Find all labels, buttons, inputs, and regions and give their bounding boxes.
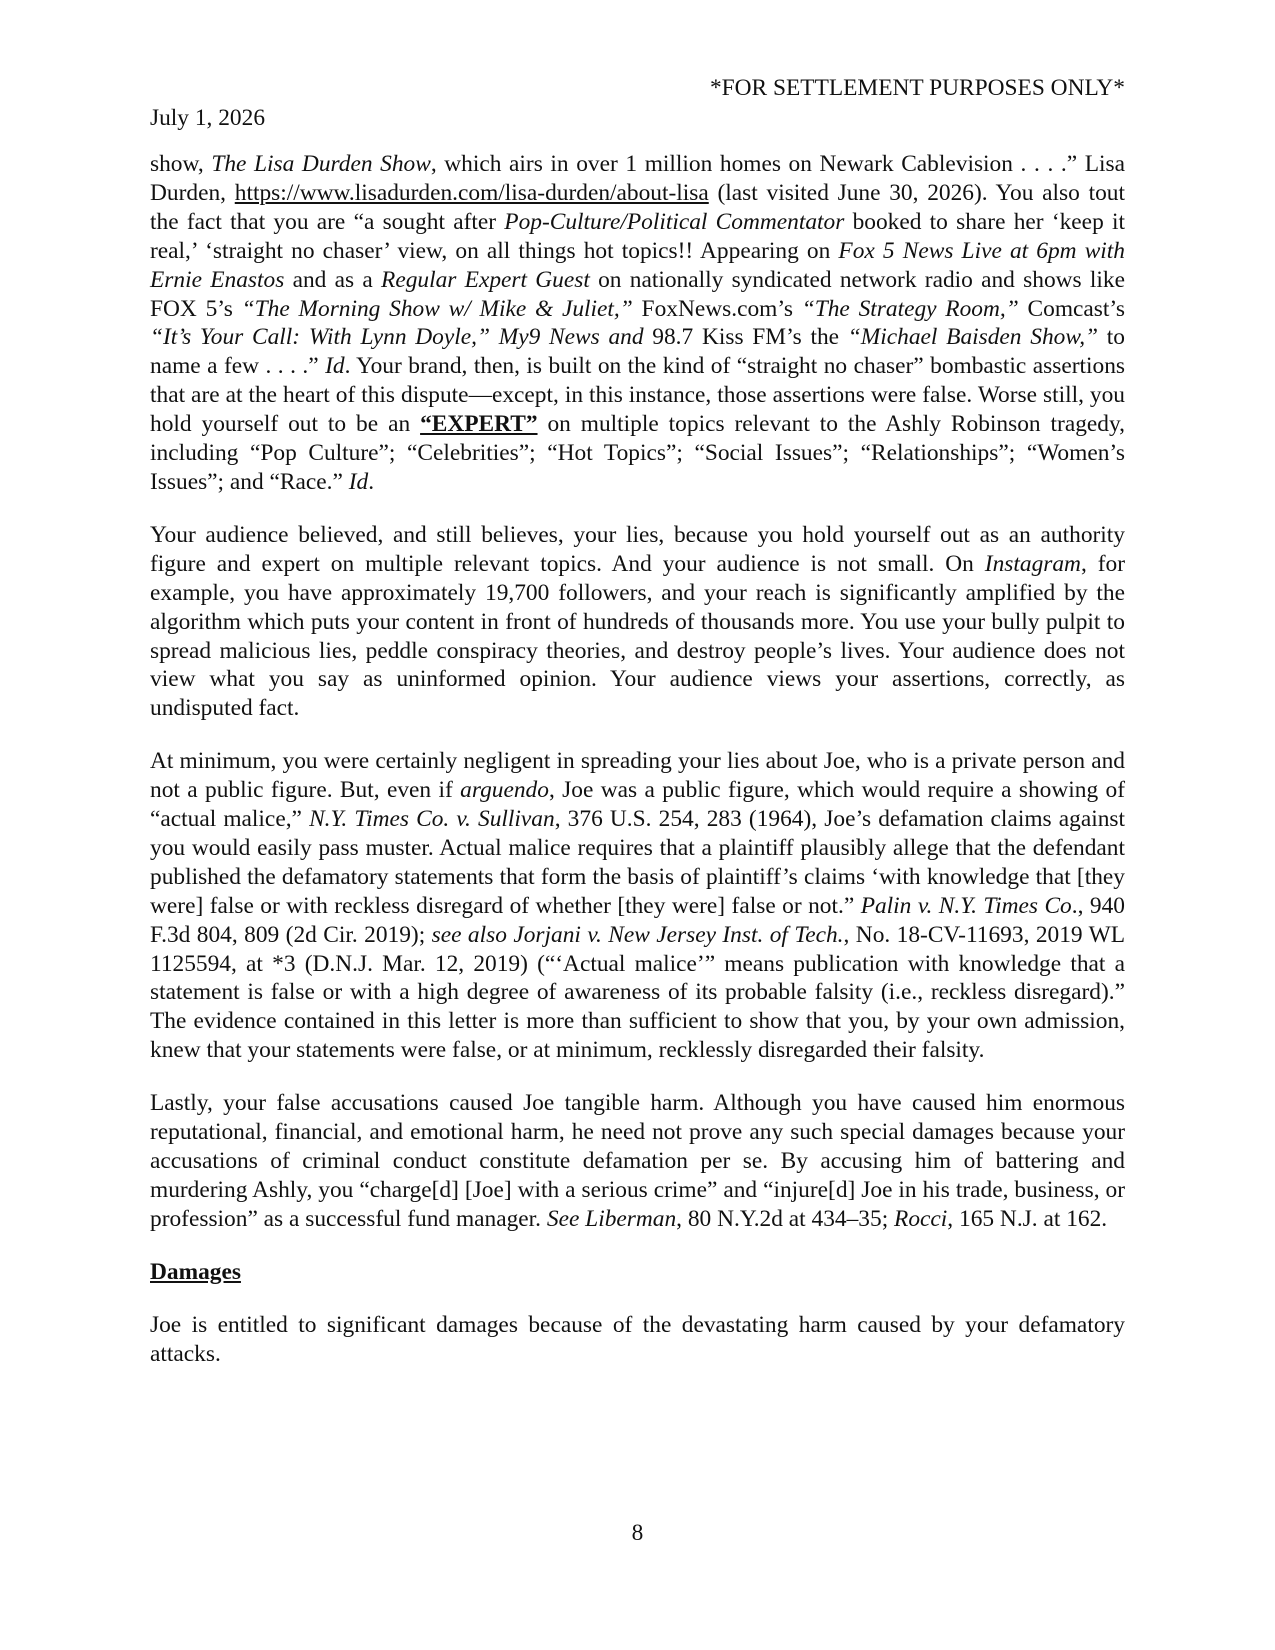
italic-run: Instagram [984,550,1081,577]
paragraph-brand [150,150,1125,497]
case-citation: Palin v. N.Y. Times Co [860,892,1072,919]
text-run: , for example, you have approximately 19,700 followers, and your reach is significantly amplified by the algorithm which puts your content in front of hundreds of thousands more. You use your bully pulpit to spread malicious lies, peddle conspiracy theories, and destroy people’s lives. Your audience does not view what you say as uninformed opinion. Your audience views your assertions, correctly, as undisputed fact. [150,550,1125,722]
paragraph-malice [150,747,1125,1065]
italic-run: “The Morning Show w/ Mike & Juliet,” [241,295,633,322]
case-citation: See Liberman [546,1205,677,1232]
case-citation: N.Y. Times Co. v. Sullivan [309,806,555,833]
italic-run: Pop-Culture/Political Commentator [504,208,845,235]
text-run: , 165 N.J. at 162. [947,1205,1108,1232]
text-run: , No. 18-CV-11693, 2019 WL 1125594, at *3 (D.N.J. Mar. 12, 2019) (“‘Actual malice’” means publication with knowledge that a statement is false or with a high degree of awareness of its probable falsity (i.e., reckless disregard).” The evidence contained in this letter is more than sufficient to show that you, by your own admission, knew that your statements were false, or at minimum, recklessly disregarded their falsity. [150,921,1125,1064]
text-run: , which airs in over 1 million homes on Newark Cablevision . . . .” Lisa Durden, [150,151,1126,206]
text-run: Lastly, your false accusations caused Joe tangible harm. Although you have caused him enormous reputational, financial, and emotional harm, he need not prove any such special damages because your accusations of criminal conduct constitute defamation per se. By accusing him of battering and murdering Ashly, you “charge[d] [Joe] with a serious crime” and “injure[d] Joe in his trade, business, or profession” as a successful fund manager. [150,1090,1125,1232]
text-run: . [368,468,375,495]
text-run: 98.7 Kiss FM’s the [643,324,848,351]
text-run: At minimum, you were certainly negligent in spreading your lies about Joe, who is a private person and not a public figure. But, even if [150,748,1125,804]
expert-emphasis: “EXPERT” [420,411,538,438]
text-run: to name a few . . . .” [150,324,1125,380]
letter-date: July 1, 2026 [150,105,266,131]
text-run: . Your brand, then, is built on the kind of “straight no chaser” bombastic assertions that are at the heart of this dispute—except, in this instance, those assertions were false. Worse still, you hold yourself out to be an [150,353,1126,438]
text-run: , 376 U.S. 254, 283 (1964), Joe’s defamation claims against you would easily pass muster. Actual malice requires that a plaintiff plausibly allege that the defendant published the defamatory statements that form the basis of plaintiff’s claims ‘with knowledge that [they were] false or with reckless disregard of whether [they were] false or not.” [150,806,1126,919]
case-citation: Rocci [894,1205,948,1232]
paragraph-harm [150,1089,1125,1234]
citation-id: Id [348,468,369,495]
website-link[interactable]: https://www.lisadurden.com/lisa-durden/about-lisa [234,179,709,206]
text-run: (last visited June 30, 2026). You also tout the fact that you are “a sought after [150,179,1125,235]
section-heading-damages: Damages [150,1258,241,1285]
text-run: on nationally syndicated network radio and shows like FOX 5’s [150,266,1125,322]
case-citation: see also Jorjani v. New Jersey Inst. of Tech. [431,921,844,948]
text-run: , Joe was a public figure, which would require a showing of “actual malice,” [150,777,1125,833]
page-number: 8 [631,1520,644,1546]
text-run: Your audience believed, and still believes, your lies, because you hold yourself out as an authority figure and expert on multiple relevant topics. And your audience is not small. On [150,521,1125,577]
text-run: and as a [284,266,382,293]
citation-id: Id [325,353,345,380]
italic-run: “Michael Baisden Show,” [847,324,1099,351]
italic-run: arguendo [460,777,549,804]
italic-run: “It’s Your Call: With Lynn Doyle,” My9 News and [150,324,644,351]
text-run: booked to share her ‘keep it real,’ ‘straight no chaser’ view, on all things hot topics!! Appearing on [150,208,1126,264]
text-run: on multiple topics relevant to the Ashly Robinson tragedy, including “Pop Culture”; “Celebrities”; “Hot Topics”; “Social Issues”; “Relationships”; “Women’s Issues”; and “Race.” [150,411,1125,495]
italic-run: Fox 5 News Live at 6pm with Ernie Enastos [150,237,1125,293]
italic-run: “The Strategy Room,” [801,295,1019,322]
show-title: The Lisa Durden Show [211,151,431,177]
text-run: , 80 N.Y.2d at 434–35; [676,1205,895,1232]
paragraph-audience [150,521,1125,723]
text-run: FoxNews.com’s [632,295,802,322]
settlement-notice: *FOR SETTLEMENT PURPOSES ONLY* [709,75,1125,101]
text-run: ., 940 F.3d 804, 809 (2d Cir. 2019); [150,892,1125,948]
letter-body [150,150,1125,1392]
text-run: Comcast’s [1018,295,1125,322]
italic-run: Regular Expert Guest [381,266,590,293]
text-run: show, [150,151,212,177]
paragraph-damages: Joe is entitled to significant damages because of the devastating harm caused by your defamatory attacks. [150,1311,1125,1367]
